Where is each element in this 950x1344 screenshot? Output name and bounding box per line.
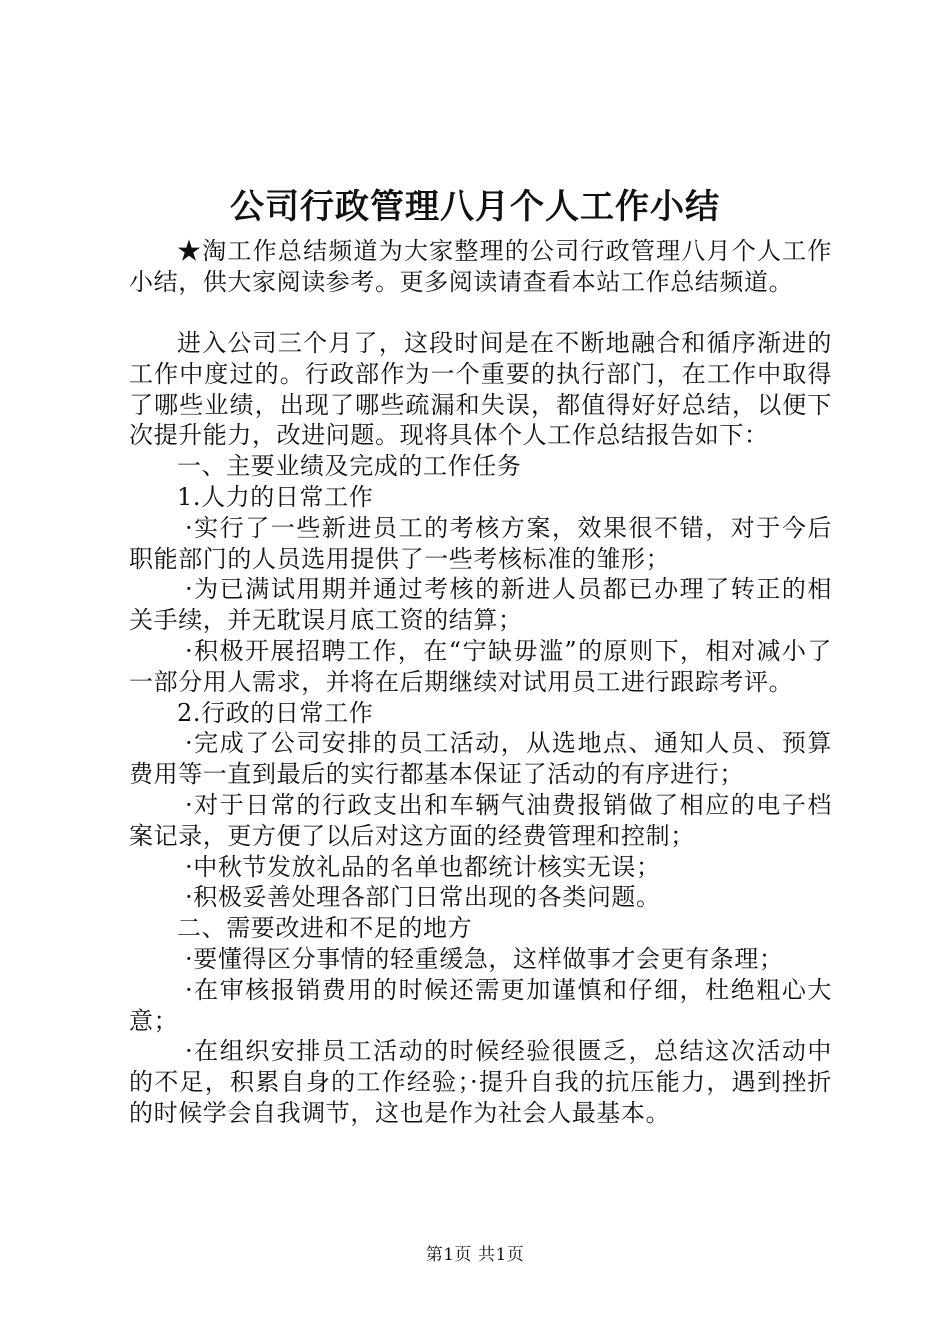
subsection-heading-hr: 1.人力的日常工作: [177, 482, 374, 511]
bullet-item: ·在审核报销费用的时候还需更加谨慎和仔细，杜绝粗心大意；: [129, 975, 832, 1035]
section-heading-achievements: 一、主要业绩及完成的工作任务: [177, 452, 522, 481]
bullet-item: ·为已满试用期并通过考核的新进人员都已办理了转正的相关手续，并无耽误月底工资的结算；: [129, 575, 832, 635]
bullet-item: ·积极开展招聘工作，在“宁缺毋滥”的原则下，相对减小了一部分用人需求，并将在后期继续对试用员工进行跟踪考评。: [129, 636, 832, 696]
intro-paragraph: ★淘工作总结频道为大家整理的公司行政管理八月个人工作小结，供大家阅读参考。更多阅读请查看本站工作总结频道。: [129, 237, 832, 296]
opening-paragraph: 进入公司三个月了，这段时间是在不断地融合和循序渐进的工作中度过的。行政部作为一个重要的执行部门，在工作中取得了哪些业绩，出现了哪些疏漏和失误，都值得好好总结，以便下次提升能力，改进问题。现将具体个人工作总结报告如下：: [129, 329, 832, 450]
bullet-item: ·中秋节发放礼品的名单也都统计核实无误；: [185, 852, 661, 881]
bullet-item: ·积极妥善处理各部门日常出现的各类问题。: [185, 883, 661, 912]
page-footer: 第1页 共1页: [425, 1245, 525, 1265]
bullet-item: ·在组织安排员工活动的时候经验很匮乏，总结这次活动中的不足，积累自身的工作经验；·提升自我的抗压能力，遇到挫折的时候学会自我调节，这也是作为社会人最基本。: [129, 1037, 832, 1127]
intro-block: [129, 236, 832, 298]
bullet-item: ·完成了公司安排的员工活动，从选地点、通知人员、预算费用等一直到最后的实行都基本保证了活动的有序进行；: [129, 729, 832, 789]
bullet-item: ·要懂得区分事情的轻重缓急，这样做事才会更有条理；: [185, 944, 784, 973]
bullet-item: ·对于日常的行政支出和车辆气油费报销做了相应的电子档案记录，更方便了以后对这方面的经费管理和控制；: [129, 790, 832, 850]
section-heading-improvements: 二、需要改进和不足的地方: [177, 914, 473, 943]
subsection-heading-admin: 2.行政的日常工作: [177, 698, 374, 727]
bullet-item: ·实行了一些新进员工的考核方案，效果很不错，对于今后职能部门的人员选用提供了一些考核标准的雏形；: [129, 513, 832, 573]
document-body: [129, 328, 832, 1129]
document-title: 公司行政管理八月个人工作小结: [230, 187, 720, 227]
